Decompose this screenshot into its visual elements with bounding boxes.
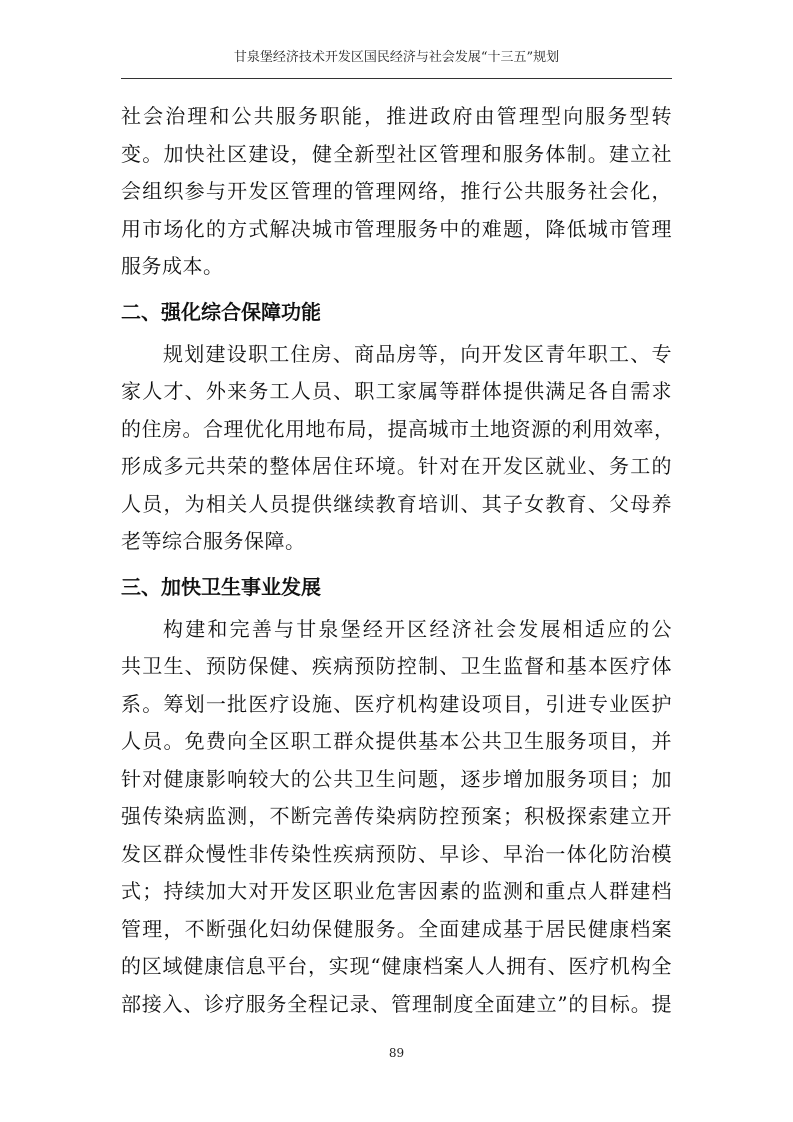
text-line: 变。加快社区建设，健全新型社区管理和服务体制。建立社: [121, 141, 672, 166]
page-header-title: 甘泉堡经济技术开发区国民经济与社会发展“十三五”规划: [233, 50, 560, 65]
section-heading-comprehensive-support: 二、强化综合保障功能: [121, 299, 321, 324]
text-line: 强传染病监测，不断完善传染病防控预案；积极探索建立开: [121, 804, 672, 828]
text-line: 服务成本。: [121, 254, 224, 278]
text-line: 社会治理和公共服务职能，推进政府由管理型向服务型转: [121, 104, 672, 128]
paragraph-health: [121, 611, 672, 1024]
paragraph-public-service: [121, 98, 672, 286]
text-line: 构建和完善与甘泉堡经开区经济社会发展相适应的公: [163, 616, 672, 641]
text-line: 针对健康影响较大的公共卫生问题，逐步增加服务项目；加: [121, 766, 672, 791]
text-line: 用市场化的方式解决城市管理服务中的难题，降低城市管理: [121, 216, 672, 241]
text-line: 式；持续加大对开发区职业危害因素的监测和重点人群建档: [121, 879, 672, 903]
text-line: 系。筹划一批医疗设施、医疗机构建设项目，引进专业医护: [121, 691, 672, 716]
text-line: 管理，不断强化妇幼保健服务。全面建成基于居民健康档案: [121, 916, 672, 941]
text-line: 的区域健康信息平台，实现“健康档案人人拥有、医疗机构全: [121, 954, 672, 978]
document-body: [121, 98, 675, 1023]
text-line: 家人才、外来务工人员、职工家属等群体提供满足各自需求: [121, 379, 672, 403]
text-line: 人员。免费向全区职工群众提供基本公共卫生服务项目，并: [121, 729, 672, 753]
text-line: 共卫生、预防保健、疾病预防控制、卫生监督和基本医疗体: [121, 654, 672, 678]
paragraph-housing: [121, 336, 675, 561]
header-divider: [121, 78, 672, 79]
text-line: 形成多元共荣的整体居住环境。针对在开发区就业、务工的: [121, 454, 672, 478]
text-line: 人员，为相关人员提供继续教育培训、其子女教育、父母养: [121, 491, 672, 516]
text-line: 老等综合服务保障。: [121, 529, 306, 553]
text-line: 的住房。合理优化用地布局，提高城市土地资源的利用效率，: [121, 416, 675, 441]
text-line: 会组织参与开发区管理的管理网络，推行公共服务社会化，: [121, 179, 672, 203]
text-line: 发区群众慢性非传染性疾病预防、早诊、早治一体化防治模: [121, 841, 672, 866]
page-number: 89: [388, 1046, 405, 1060]
section-heading-health-development: 三、加快卫生事业发展: [121, 574, 321, 599]
text-line: 部接入、诊疗服务全程记录、管理制度全面建立”的目标。提: [121, 991, 672, 1016]
text-line: 规划建设职工住房、商品房等，向开发区青年职工、专: [163, 341, 672, 366]
